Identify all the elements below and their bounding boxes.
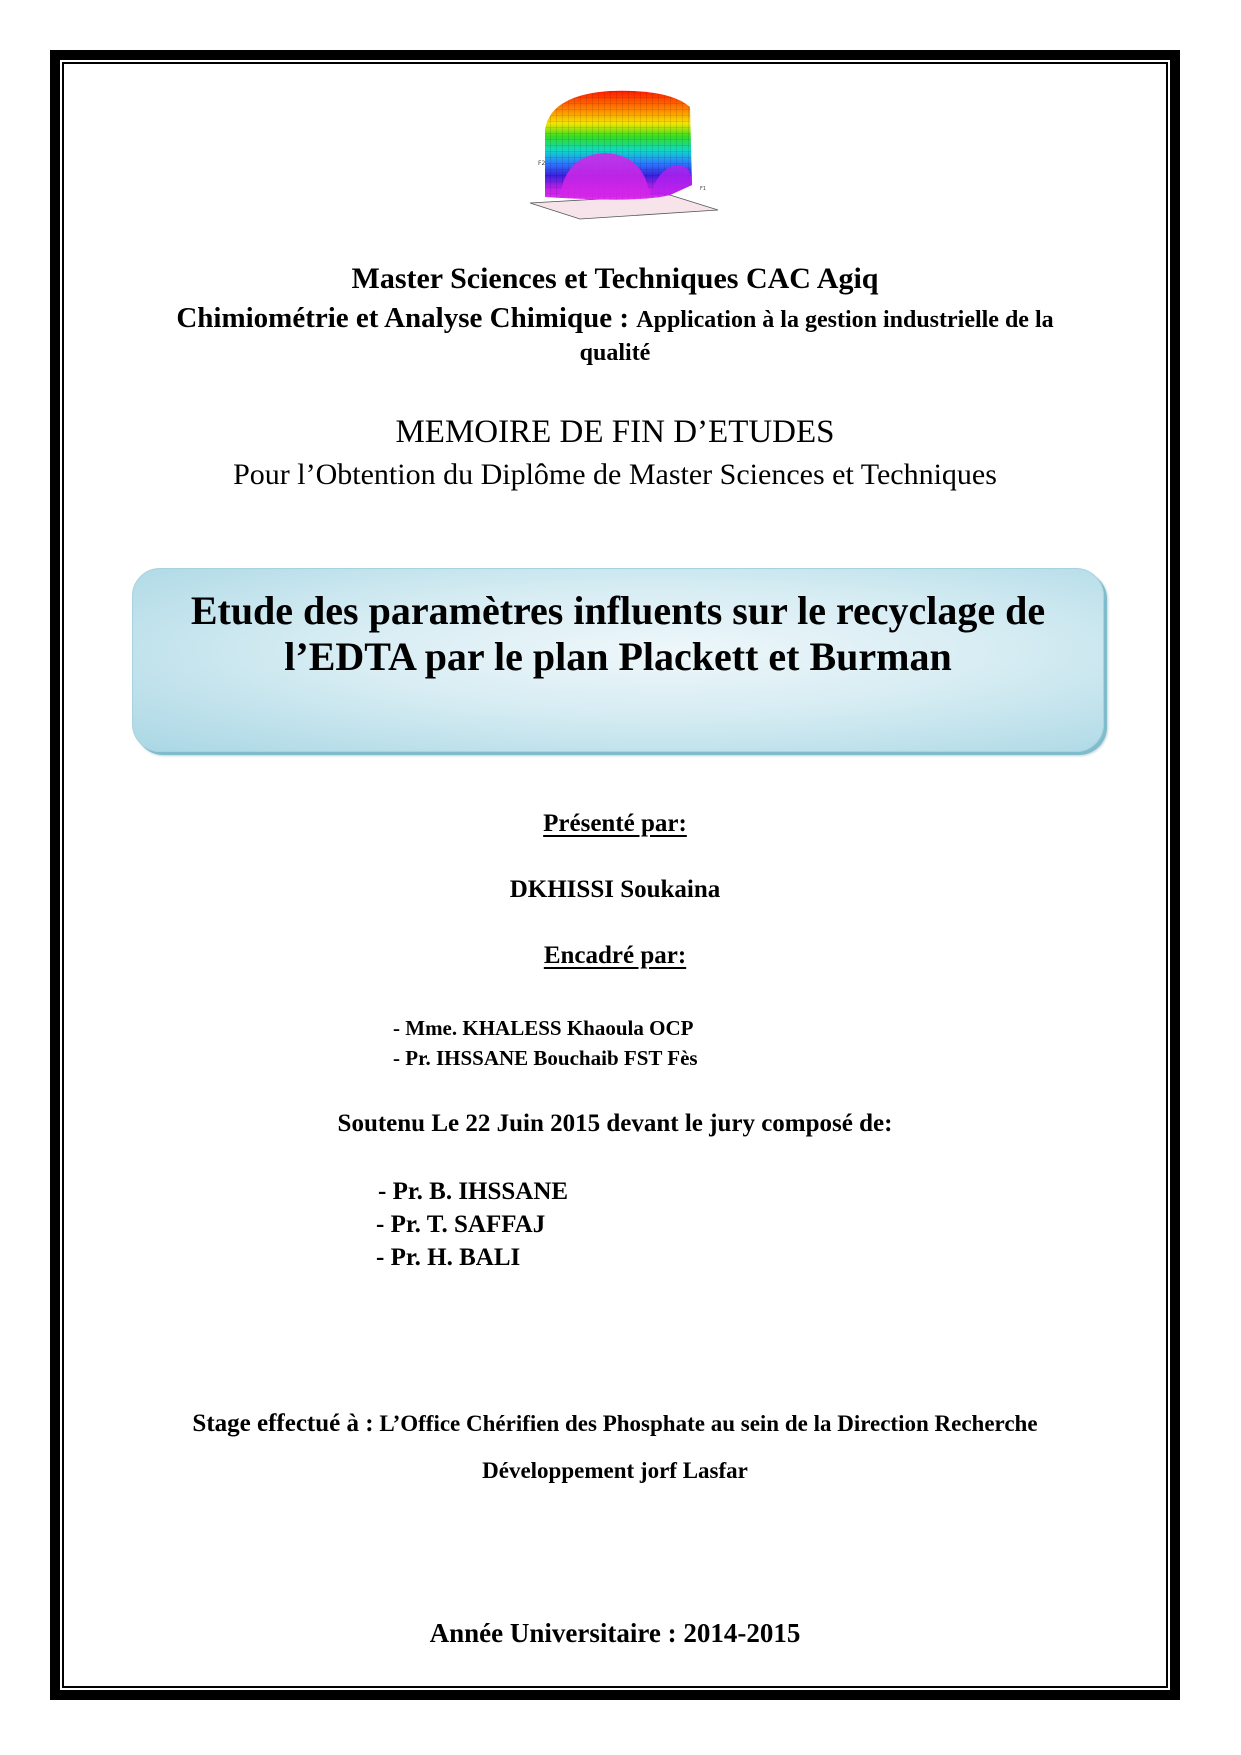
response-surface-logo: [520, 85, 720, 220]
internship-line-2: Développement jorf Lasfar: [482, 1458, 748, 1483]
specialty-line: [62, 302, 1168, 335]
thesis-purpose: Pour l’Obtention du Diplôme de Master Sciences et Techniques: [233, 458, 997, 491]
axis-label-f2: F2: [538, 160, 546, 167]
author-name: DKHISSI Soukaina: [509, 876, 721, 903]
specialty-sub-continued: qualité: [579, 340, 651, 366]
supervised-by-label: Encadré par:: [543, 942, 687, 969]
internship-line-1: [62, 1410, 1168, 1438]
internship-label: Stage effectué à :: [192, 1410, 374, 1437]
thesis-title-line-1: Etude des paramètres influents sur le recyclage de: [190, 588, 1046, 633]
presented-by-label: Présenté par:: [543, 810, 687, 837]
supervisor-1: - Mme. KHALESS Khaoula OCP: [393, 1016, 694, 1040]
specialty-main: Chimiométrie et Analyse Chimique :: [176, 302, 630, 334]
thesis-title-line-2: l’EDTA par le plan Plackett et Burman: [284, 634, 952, 679]
thesis-title-box: [132, 568, 1104, 752]
specialty-sub: Application à la gestion industrielle de la: [636, 307, 1054, 333]
internship-place: L’Office Chérifien des Phosphate au sein de la Direction Recherche: [379, 1411, 1038, 1436]
defense-statement: Soutenu Le 22 Juin 2015 devant le jury composé de:: [337, 1110, 893, 1137]
jury-member-2: - Pr. T. SAFFAJ: [376, 1211, 546, 1238]
thesis-type: MEMOIRE DE FIN D’ETUDES: [395, 414, 835, 450]
supervisor-2: - Pr. IHSSANE Bouchaib FST Fès: [393, 1046, 698, 1070]
program-name: Master Sciences et Techniques CAC Agiq: [351, 262, 879, 295]
jury-member-1: - Pr. B. IHSSANE: [378, 1178, 569, 1205]
academic-year: Année Universitaire : 2014-2015: [429, 1618, 801, 1648]
svg-text:F1: F1: [700, 186, 707, 192]
jury-member-3: - Pr. H. BALI: [376, 1244, 521, 1271]
